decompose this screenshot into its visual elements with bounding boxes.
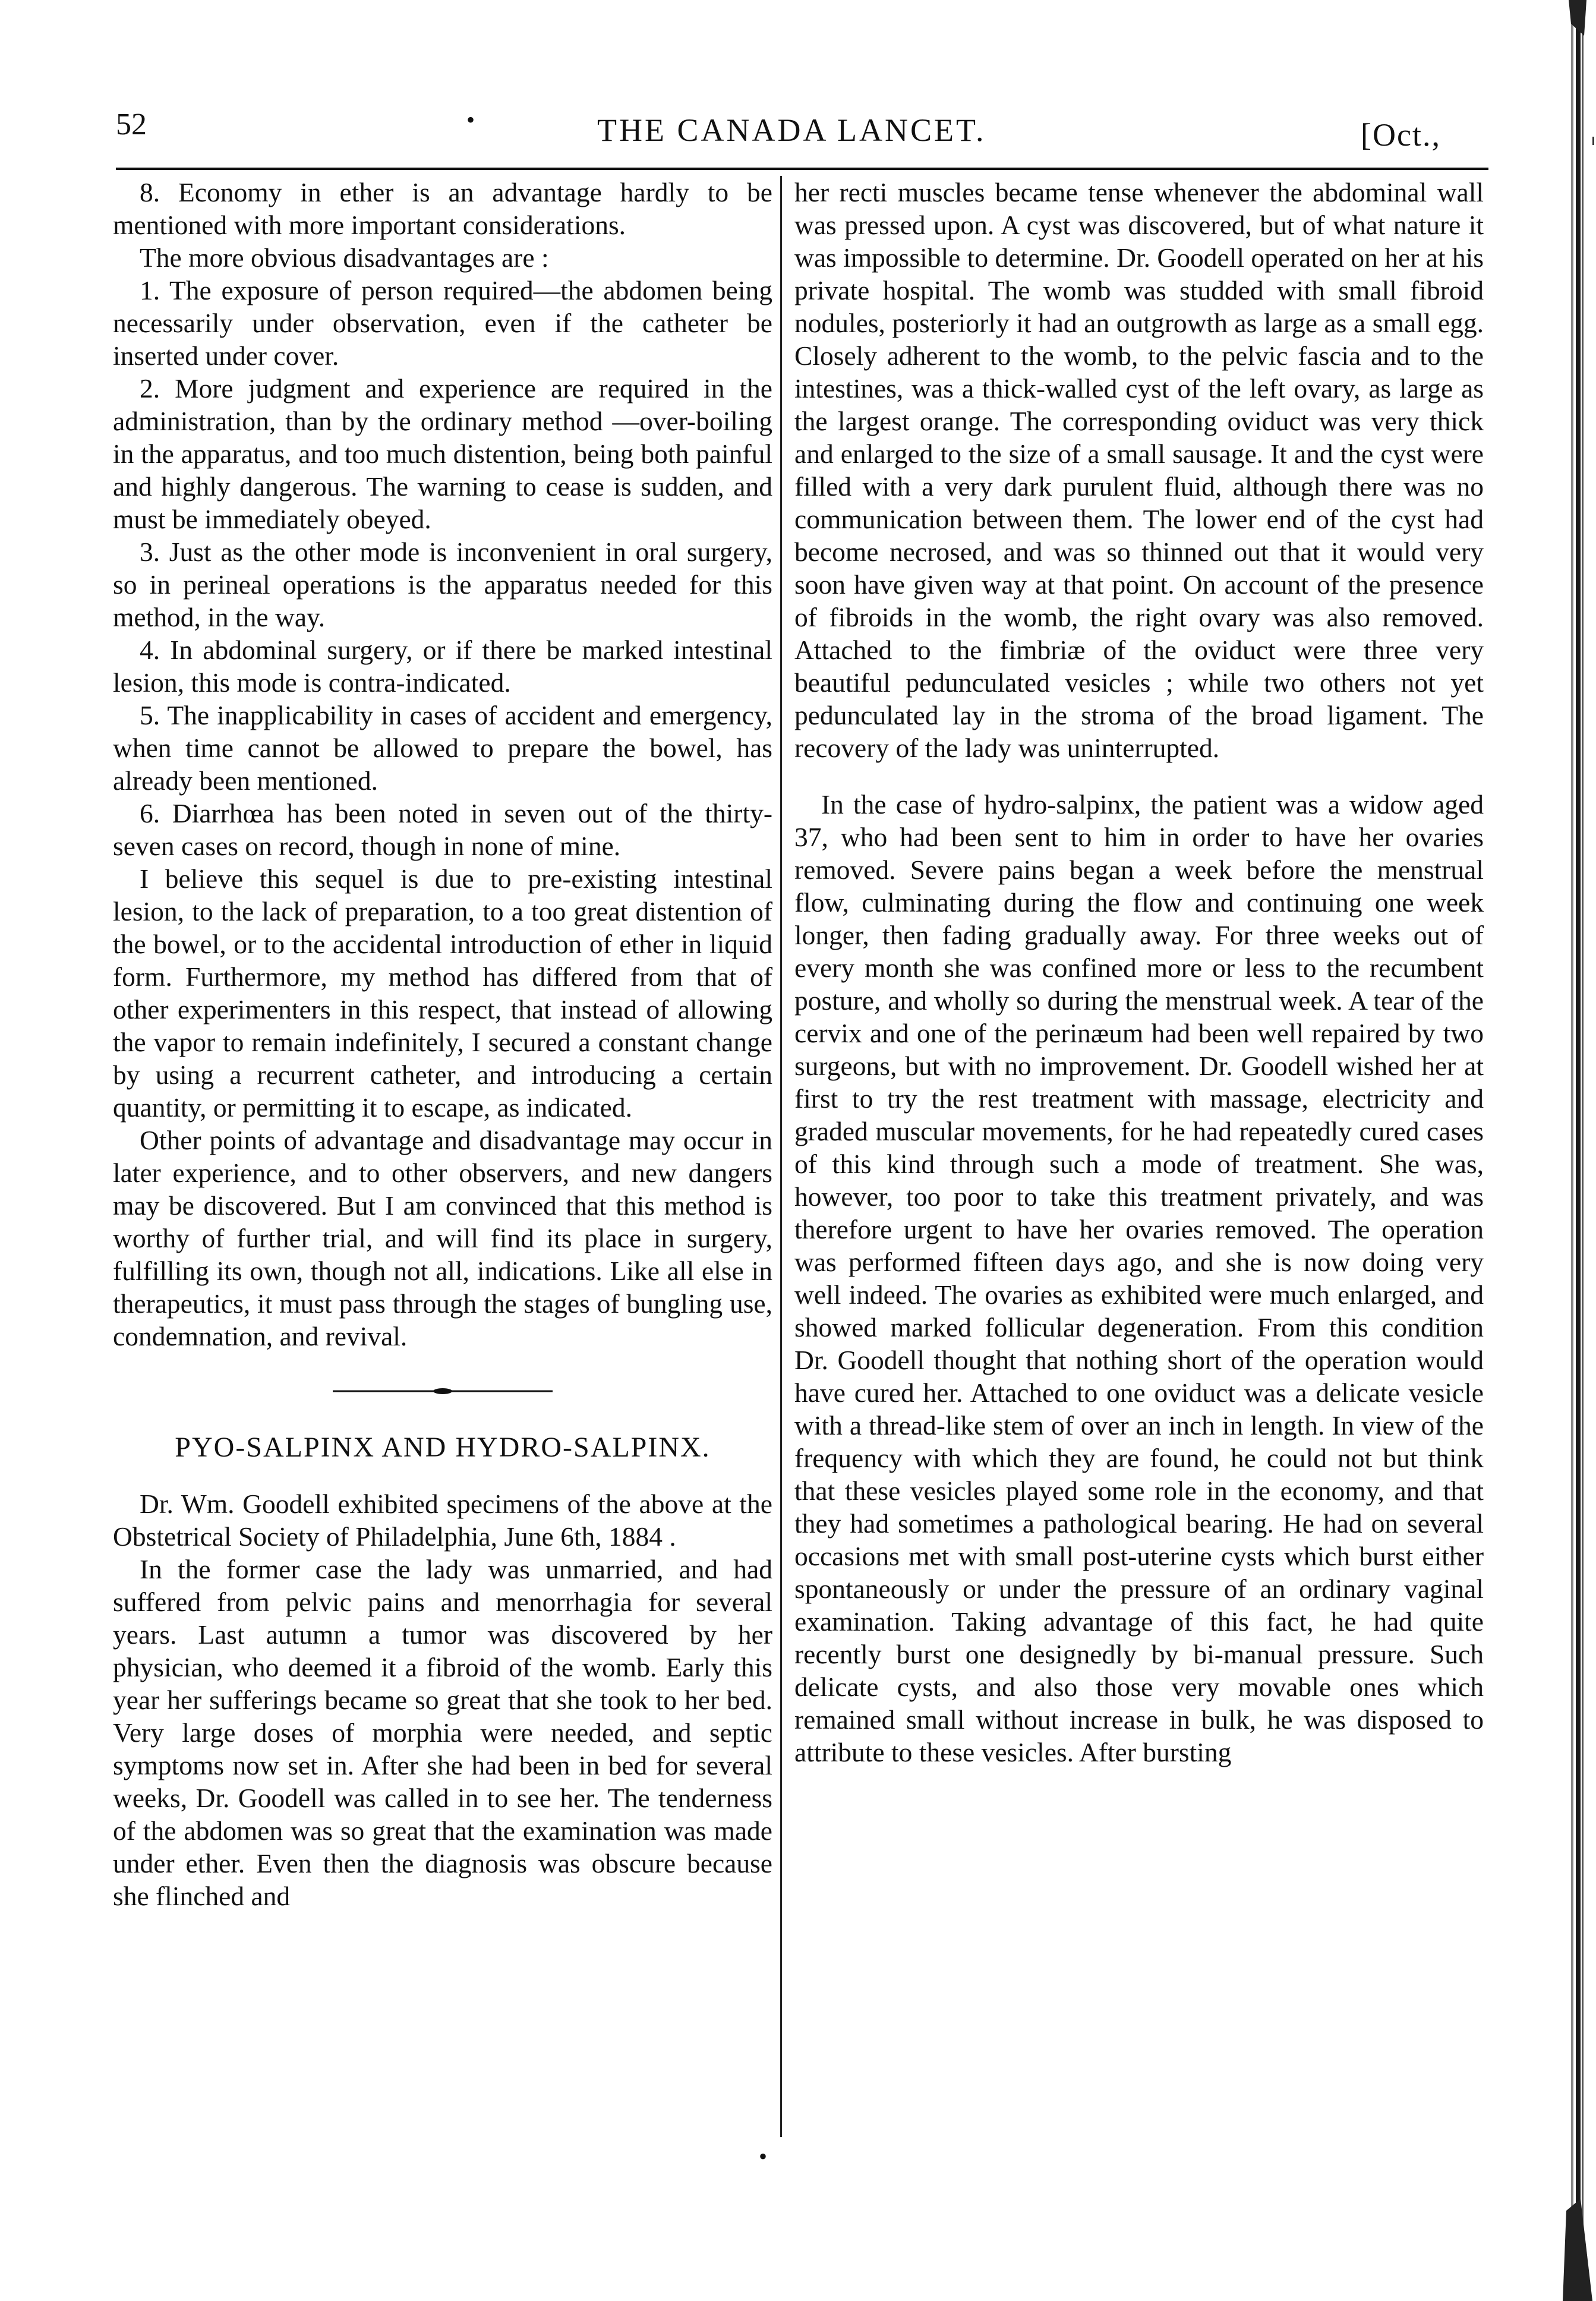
paragraph: In the case of hydro-salpinx, the patient was a widow aged 37, who had been sent to him in order to have her ovaries removed. Severe pains began a week before the menstrual flow, culminating during the flow and continuing one week longer, then fading gradually away. For three weeks out of every month she was confined more or less to the recumbent posture, and wholly so during the menstrual week. A tear of the cervix and one of the perinæum had been well repaired by two surgeons, but with no improvement. Dr. Goodell wished her at first to try the rest treatment with massage, electricity and graded muscular movements, for he had repeatedly cured cases of this kind through such a mode of treatment. She was, however, too poor to take this treatment privately, and was therefore urgent to have her ovaries removed. The operation was performed fifteen days ago, and she is now doing very well indeed. The ovaries as exhibited were much enlarged, and showed marked follicular degeneration. From this condition Dr. Goodell thought that nothing short of the operation would have cured her. Attached to one oviduct was a delicate vesicle with a thread-like stem of over an inch in length. In view of the frequency with which they are found, he could not but think that these vesicles played some role in the economy, and that they had sometimes a pathological bearing. He had on several occasions met with small post-uterine cysts which burst either spontaneously or under the pressure of an ordinary vaginal examination. Taking advantage of this fact, he had quite recently burst one designedly by bi-manual pressure. Such delicate cysts, and also those very movable ones which remained small without increase in bulk, he was disposed to attribute to these vesicles. After bursting bbox=[794, 789, 1484, 1767]
paragraph: 5. The inapplicability in cases of accident and emergency, when time cannot be allowed to prepare the bowel, has already been mentioned. bbox=[113, 700, 772, 796]
paragraph: 1. The exposure of person required—the abdomen being necessarily under observation, even if the catheter be inserted under cover. bbox=[113, 275, 772, 371]
paragraph: I believe this sequel is due to pre-existing intestinal lesion, to the lack of preparation, to a too great distention of the bowel, or to the accidental introduction of ether in liquid form. Furthermore, my method has differed from that of other experimenters in this respect, that instead of allowing the vapor to remain indefinitely, I secured a constant change by using a recurrent catheter, and introducing a certain quantity, or permitting it to escape, as indicated. bbox=[113, 863, 772, 1123]
section-heading: PYO-SALPINX AND HYDRO-SALPINX. bbox=[175, 1432, 711, 1463]
paragraph: her recti muscles became tense whenever the abdominal wall was pressed upon. A cyst was discovered, but of what nature it was impossible to determine. Dr. Goodell operated on her at his private hospital. The womb was studded with small fibroid nodules, posteriorly it had an outgrowth as large as a small egg. Closely adherent to the womb, to the pelvic fascia and to the intestines, was a thick-walled cyst of the left ovary, as large as the largest orange. The corresponding oviduct was very thick and enlarged to the size of a small sausage. It and the cyst were filled with a very dark purulent fluid, although there was no communication between them. The lower end of the cyst had become necrosed, and was so thinned out that it would very soon have given way at that point. On account of the presence of fibroids in the womb, the right ovary was also removed. Attached to the fimbriæ of the oviduct were three very beautiful pedunculated vesicles ; while two others not yet pedunculated lay in the stroma of the broad ligament. The recovery of the lady was uninterrupted. bbox=[794, 177, 1484, 763]
paragraph: Dr. Wm. Goodell exhibited specimens of the above at the Obstetrical Society of Philadelphia, June 6th, 1884 . bbox=[113, 1489, 772, 1552]
paragraph: 8. Economy in ether is an advantage hardly to be mentioned with more important considerations. bbox=[113, 177, 772, 240]
header-rule bbox=[116, 168, 1488, 170]
paragraph: The more obvious disadvantages are : bbox=[140, 242, 549, 273]
paragraph: Other points of advantage and disadvantage may occur in later experience, and to other observers, and new dangers may be discovered. But I am convinced that this method is worthy of further trial, and will find its place in surgery, fulfilling its own, though not all, indications. Like all else in therapeutics, it must pass through the stages of bungling use, condemnation, and revival. bbox=[113, 1125, 772, 1351]
paragraph: 3. Just as the other mode is inconvenient in oral surgery, so in perineal operations is the apparatus needed for this method, in the way. bbox=[113, 537, 772, 632]
paragraph: 4. In abdominal surgery, or if there be marked intestinal lesion, this mode is contra-indicated. bbox=[113, 635, 772, 698]
left-column bbox=[113, 176, 772, 1912]
header-dot: • bbox=[466, 106, 475, 133]
paragraph: In the former case the lady was unmarried, and had suffered from pelvic pains and menorrhagia for several years. Last autumn a tumor was discovered by her physician, who deemed it a fibroid of the womb. Early this year her sufferings became so great that she took to her bed. Very large doses of morphia were needed, and septic symptoms now set in. After she had been in bed for several weeks, Dr. Goodell was called in to see her. The tenderness of the abdomen was so great that the examination was made under ether. Even then the diagnosis was obscure because she flinched and bbox=[113, 1554, 772, 1911]
scan-edge-shadow bbox=[1545, 0, 1596, 2301]
journal-title: THE CANADA LANCET. bbox=[597, 112, 986, 148]
page-number: 52 bbox=[116, 108, 147, 141]
issue-month: [Oct., bbox=[1361, 117, 1441, 153]
right-column bbox=[794, 176, 1484, 1769]
column-rule bbox=[780, 176, 782, 2137]
paragraph: 6. Diarrhœa has been noted in seven out of the thirty-seven cases on record, though in none of mine. bbox=[113, 798, 772, 861]
running-header bbox=[116, 101, 1483, 166]
paragraph: 2. More judgment and experience are required in the administration, than by the ordinary method —over-boiling in the apparatus, and too much distention, being both painful and highly dangerous. The warning to cease is sudden, and must be immediately obeyed. bbox=[113, 373, 772, 534]
section-divider-ornament bbox=[333, 1387, 553, 1395]
footer-dot: • bbox=[759, 2143, 768, 2170]
